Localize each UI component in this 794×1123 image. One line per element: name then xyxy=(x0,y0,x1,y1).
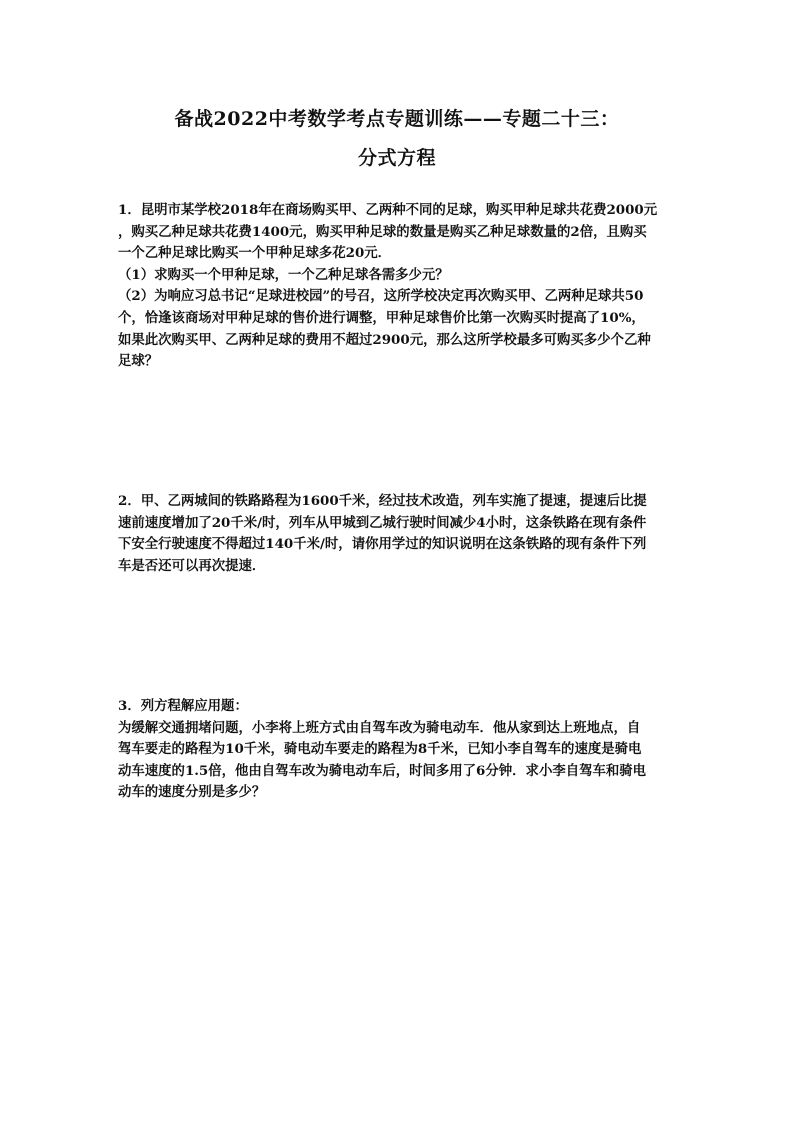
problem-2 xyxy=(118,491,678,577)
document-title: 备战2022中考数学考点专题训练——专题二十三： xyxy=(174,108,620,130)
document-subtitle: 分式方程 xyxy=(357,147,436,169)
problem-line: 1．昆明市某学校2018年在商场购买甲、乙两种不同的足球，购买甲种足球共花费2000元 xyxy=(118,202,658,218)
problem-line: 车是否还可以再次提速． xyxy=(118,557,266,574)
problem-line: 驾车要走的路程为10千米，骑电动车要走的路程为8千米，已知小李自驾车的速度是骑电 xyxy=(118,741,642,758)
problem-line: （1）求购买一个甲种足球，一个乙种足球各需多少元？ xyxy=(118,266,449,283)
problem-1 xyxy=(118,200,678,373)
problem-line: 为缓解交通拥堵问题，小李将上班方式由自驾车改为骑电动车．他从家到达上班地点，自 xyxy=(118,719,641,736)
problem-line: 一个乙种足球比购买一个甲种足球多花20元． xyxy=(118,245,392,262)
problem-3 xyxy=(118,696,678,804)
problem-line: 动车速度的1.5倍，他由自驾车改为骑电动车后，时间多用了6分钟．求小李自驾车和骑电 xyxy=(118,762,647,779)
problem-line: ，购买乙种足球共花费1400元，购买甲种足球的数量是购买乙种足球数量的2倍，且购买 xyxy=(118,223,647,240)
problem-line: 速前速度增加了20千米/时，列车从甲城到乙城行驶时间减少4小时，这条铁路在现有条件 xyxy=(118,514,647,531)
problem-line: 3．列方程解应用题： xyxy=(118,698,248,714)
problem-line: 如果此次购买甲、乙两种足球的费用不超过2900元，那么这所学校最多可购买多少个乙种 xyxy=(118,331,651,348)
problem-line: 个，恰逢该商场对甲种足球的售价进行调整，甲种足球售价比第一次购买时提高了10%， xyxy=(118,309,645,326)
problem-line: 2．甲、乙两城间的铁路路程为1600千米，经过技术改造，列车实施了提速，提速后比提 xyxy=(118,493,647,509)
problem-line: （2）为响应习总书记“足球进校园”的号召，这所学校决定再次购买甲、乙两种足球共50 xyxy=(118,288,644,305)
problem-line: 足球？ xyxy=(118,353,159,370)
problem-line: 动车的速度分别是多少？ xyxy=(118,784,266,801)
problem-line: 下安全行驶速度不得超过140千米/时，请你用学过的知识说明在这条铁路的现有条件下列 xyxy=(118,536,647,553)
